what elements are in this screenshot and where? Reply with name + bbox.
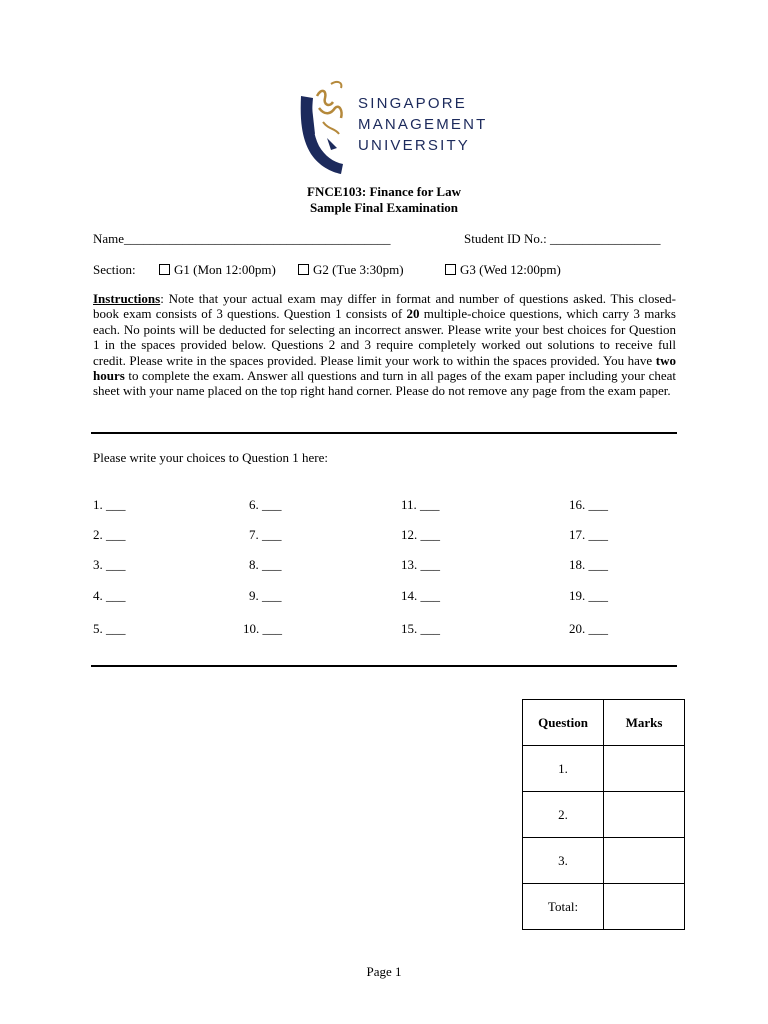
section-g2-label: G2 (Tue 3:30pm) [313,262,404,277]
marks-cell-2[interactable] [604,792,685,838]
answer-blank-19[interactable]: 19. ___ [569,588,608,603]
question-cell-1: 1. [523,746,604,792]
table-row [523,746,685,792]
answers-prompt: Please write your choices to Question 1 here: [93,450,329,465]
divider-top [91,432,677,434]
instructions-text-3: to complete the exam. Answer all questions and turn in all pages of the exam paper including your cheat sheet with your name placed on the top right hand corner. Please do not remove any page from the exam paper. [93,368,676,399]
answer-blank-2[interactable]: 2. ___ [93,527,126,542]
marks-header: Marks [604,700,685,746]
student-id-field[interactable]: Student ID No.: _________________ [464,231,661,246]
question-cell-2: 2. [523,792,604,838]
instructions-label: Instructions [93,291,161,306]
answer-blank-10[interactable]: 10. ___ [243,621,282,636]
answer-blank-1[interactable]: 1. ___ [93,497,126,512]
answer-blank-7[interactable]: 7. ___ [249,527,282,542]
checkbox-g3[interactable] [445,264,456,275]
table-row [523,884,685,930]
answer-blank-5[interactable]: 5. ___ [93,621,126,636]
instructions-paragraph [93,291,676,399]
marks-table [522,699,685,930]
answer-blank-6[interactable]: 6. ___ [249,497,282,512]
answer-blank-20[interactable]: 20. ___ [569,621,608,636]
table-row [523,838,685,884]
answer-blank-8[interactable]: 8. ___ [249,557,282,572]
page-number: Page 1 [366,964,402,979]
section-g3-label: G3 (Wed 12:00pm) [460,262,561,277]
section-g1-label: G1 (Mon 12:00pm) [174,262,276,277]
section-option-g1[interactable] [159,262,276,278]
instructions-text-2: multiple-choice questions, which carry 3 marks each. No points will be deducted for selecting an incorrect answer. Please write your best choices for Question 1 in the spaces provided below. Questions 2 and 3 require completely worked out solutions to receive full credit. Please write in the spaces provided. Please limit your work to within the spaces provided. You have [93,306,676,368]
section-option-g2[interactable] [298,262,404,278]
answer-blank-9[interactable]: 9. ___ [249,588,282,603]
answer-blank-4[interactable]: 4. ___ [93,588,126,603]
answer-blank-13[interactable]: 13. ___ [401,557,440,572]
question-cell-3: 3. [523,838,604,884]
instructions-text-1: : Note that your actual exam may differ in format and number of questions asked. This closed-book exam consists of 3 questions. Question 1 consists of [93,291,676,322]
instructions-bold-time: two hours [93,352,676,384]
logo-line-3: UNIVERSITY [358,137,471,154]
exam-title: Sample Final Examination [309,200,459,215]
total-label-cell: Total: [523,884,604,930]
marks-cell-total[interactable] [604,884,685,930]
divider-bottom [91,665,677,667]
answer-blank-16[interactable]: 16. ___ [569,497,608,512]
logo-line-2: MANAGEMENT [358,116,488,133]
table-row [523,792,685,838]
table-header-row [523,700,685,746]
logo-line-1: SINGAPORE [358,95,467,112]
section-label: Section: [93,262,136,277]
question-header: Question [523,700,604,746]
course-title: FNCE103: Finance for Law [307,184,461,199]
checkbox-g2[interactable] [298,264,309,275]
answer-blank-15[interactable]: 15. ___ [401,621,440,636]
answer-blank-11[interactable]: 11. ___ [401,497,440,512]
section-option-g3[interactable] [445,262,561,278]
answer-blank-12[interactable]: 12. ___ [401,527,440,542]
marks-cell-3[interactable] [604,838,685,884]
answer-blank-18[interactable]: 18. ___ [569,557,608,572]
marks-cell-1[interactable] [604,746,685,792]
checkbox-g1[interactable] [159,264,170,275]
answer-blank-3[interactable]: 3. ___ [93,557,126,572]
name-field[interactable]: Name_________________________________________ [93,231,391,246]
instructions-bold-count: 20 [406,306,420,322]
university-logo [297,78,497,250]
answer-blank-17[interactable]: 17. ___ [569,527,608,542]
answer-blank-14[interactable]: 14. ___ [401,588,440,603]
university-crest-icon [297,78,357,250]
